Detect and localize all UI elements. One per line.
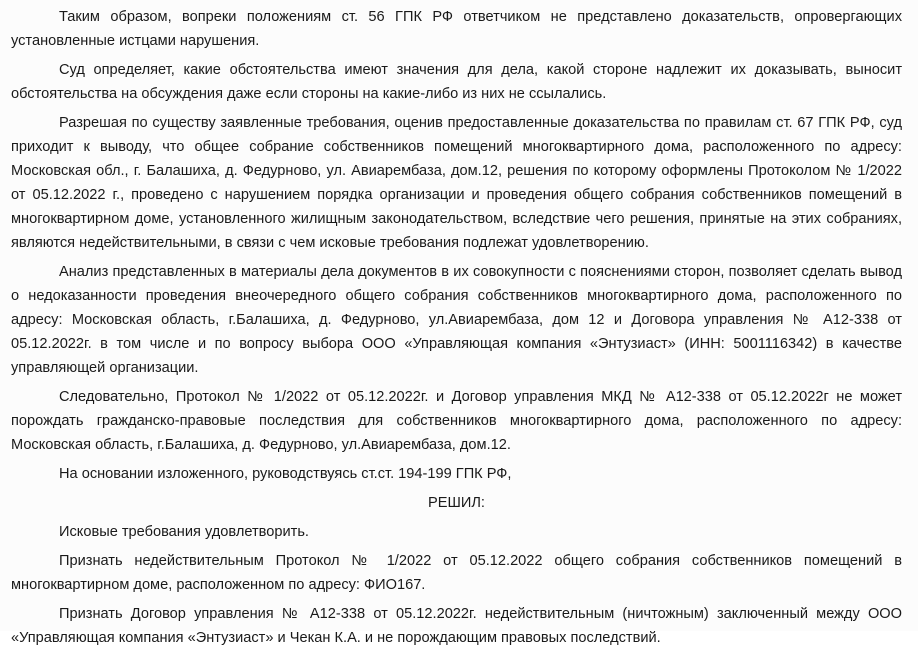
paragraph-court-determines: Суд определяет, какие обстоятельства имеют значения для дела, какой стороне надлежит их доказывать, выносит обстоятельства на обсуждения даже если стороны на какие-либо из них не ссылались. [11,62,902,102]
paragraph-basis: На основании изложенного, руководствуясь ст.ст. 194-199 ГПК РФ, [59,466,512,482]
resolution-item-protocol-invalid: Признать недействительным Протокол № 1/2022 от 05.12.2022 общего собрания собственников помещений в многоквартирном доме, расположенном по адресу: ФИО167. [11,553,902,593]
resolution-item-satisfy: Исковые требования удовлетворить. [59,524,309,540]
paragraph-evidence: Таким образом, вопреки положениям ст. 56 ГПК РФ ответчиком не представлено доказательств, опровергающих установленные истцами нарушения. [11,9,902,49]
paragraph-ruling-reasoning: Разрешая по существу заявленные требования, оценив предоставленные доказательства по правилам ст. 67 ГПК РФ, суд приходит к выводу, что общее собрание собственников помещений многоквартирного дома, расположенного по адресу: Московская обл., г. Балашиха, д. Федурново, ул. Авиарембаза, дом.12, решения по которому оформлены Протоколом № 1/2022 от 05.12.2022 г., проведено с нарушением порядка организации и проведения общего собрания собственников помещений в многоквартирном доме, установленного жилищным законодательством, вследствие чего решения, принятые на этих собраниях, являются недействительными, в связи с чем исковые требования подлежат удовлетворению. [11,115,902,251]
document-text [11,5,902,655]
resolution-heading: РЕШИЛ: [428,495,485,511]
resolution-item-contract-invalid: Признать Договор управления № А12-338 от 05.12.2022г. недействительным (ничтожным) заключенный между ООО «Управляющая компания «Энтузиаст» и Чекан К.А. и не порождающим правовых последствий. [11,606,902,646]
paragraph-analysis: Анализ представленных в материалы дела документов в их совокупности с пояснениями сторон, позволяет сделать вывод о недоказанности проведения внеочередного общего собрания собственников многоквартирного дома, расположенного по адресу: Московская область, г.Балашиха, д. Федурново, ул.Авиарембаза, дом 12 и Договора управления № А12-338 от 05.12.2022г. в том числе и по вопросу выбора ООО «Управляющая компания «Энтузиаст» (ИНН: 5001116342) в качестве управляющей организации. [11,264,902,376]
paragraph-consequently: Следовательно, Протокол № 1/2022 от 05.12.2022г. и Договор управления МКД № А12-338 от 05.12.2022г не может порождать гражданско-правовые последствия для собственников многоквартирного дома, расположенного по адресу: Московская область, г.Балашиха, д. Федурново, ул.Авиарембаза, дом.12. [11,389,902,453]
